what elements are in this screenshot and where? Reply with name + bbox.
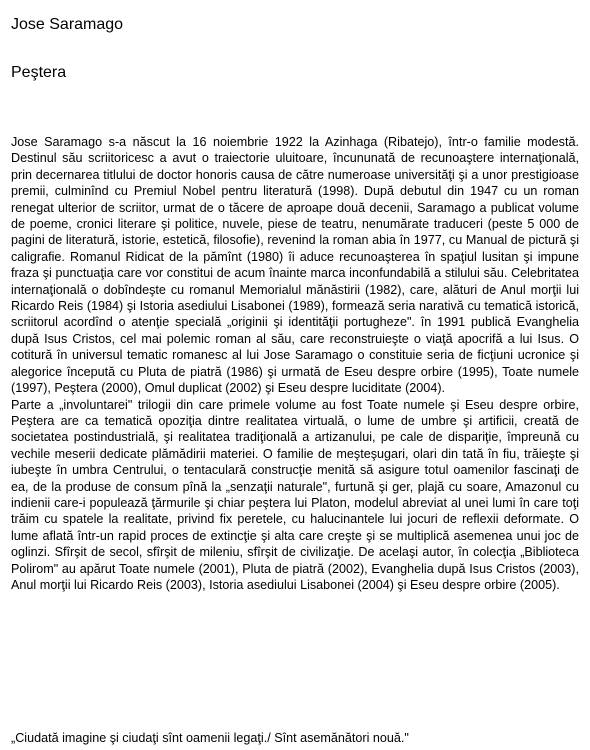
body-text [11,134,579,593]
author-name: Jose Saramago [11,16,124,33]
paragraph-biography: Jose Saramago s-a născut la 16 noiembrie 1922 la Azinhaga (Ribatejo), într-o familie modestă. Destinul său scriitoricesc a avut o traiectorie uluitoare, încununată de recunoaştere internaţională, prin decernarea titlului de doctor honoris causa de către numeroase universităţi şi a unor prestigioase premii, culminînd cu Premiul Nobel pentru literatură (1998). După debutul din 1947 cu un roman renegat ulterior de scriitor, urmat de o tăcere de aproape două decenii, Saramago a publicat volume de poeme, cronici literare şi politice, nuvele, piese de teatru, nenumărate traduceri (peste 5 000 de pagini de literatură, istorie, estetică, filosofie), revenind la roman abia în 1977, cu Manual de pictură şi caligrafie. Romanul Ridicat de la pămînt (1980) îi aduce recunoaşterea în spaţiul lusitan şi impune fraza şi punctuaţia care vor constitui de acum înainte marca inconfundabilă a stilului său. Celebritatea internaţională o dobîndeşte cu romanul Memorialul mănăstirii (1982), care, alături de Anul morţii lui Ricardo Reis (1984) şi Istoria asediului Lisabonei (1989), formează seria narativă cu tematică istorică, scriitorul acordînd o atenţie specială „originii şi identităţii portugheze". în 1991 publică Evanghelia după Isus Cristos, cel mai polemic roman al său, care reconstruieşte o viaţă apocrifă a lui Isus. O cotitură în universul tematic romanesc al lui Jose Saramago o constituie seria de ficţiuni ucronice şi alegorice începută cu Pluta de piatră (1986) şi urmată de Eseu despre orbire (1995), Toate numele (1997), Peştera (2000), Omul duplicat (2002) şi Eseu despre luciditate (2004). [11,135,579,396]
paragraph-book-description: Parte a „involuntarei" trilogii din care primele volume au fost Toate numele şi Eseu despre orbire, Peştera are ca tematică opoziţia dintre realitatea virtuală, o lume de umbre şi artificii, creată de societatea postindustrială, şi realitatea tradiţională a artizanului, pe cale de dispariţie, împreună cu vechile meserii dedicate plămădirii materiei. O familie de meşteşugari, olari din tată în fiu, trăieşte şi iubeşte în umbra Centrului, o tentaculară construcţie menită să asigure totul oamenilor fascinaţi de ea, de la produse de consum pînă la „senzaţii naturale", furtună şi ger, plajă cu soare, Amazonul cu indienii care-i populează ţărmurile şi chiar peştera lui Platon, modelul abreviat al unei lumi în care toţi trăim cu spatele la realitate, privind fix peretele, cu halucinantele lui jocuri de reflexii deformate. O lume aflată într-un rapid proces de extincţie şi alta care creşte şi se multiplică asemenea unui joc de oglinzi. Sfîrşit de secol, sfîrşit de mileniu, sfîrşit de civilizaţie. De acelaşi autor, în colecţia „Biblioteca Polirom" au apărut Toate numele (2001), Pluta de piatră (2002), Evanghelia după Isus Cristos (2003), Anul morţii lui Ricardo Reis (2003), Istoria asediului Lisabonei (2004) şi Eseu despre orbire (2005). [11,397,579,592]
book-title: Peştera [11,64,67,81]
epigraph-quote: „Ciudată imagine şi ciudaţi sînt oamenii legaţi./ Sînt asemănători nouă." [11,731,409,745]
